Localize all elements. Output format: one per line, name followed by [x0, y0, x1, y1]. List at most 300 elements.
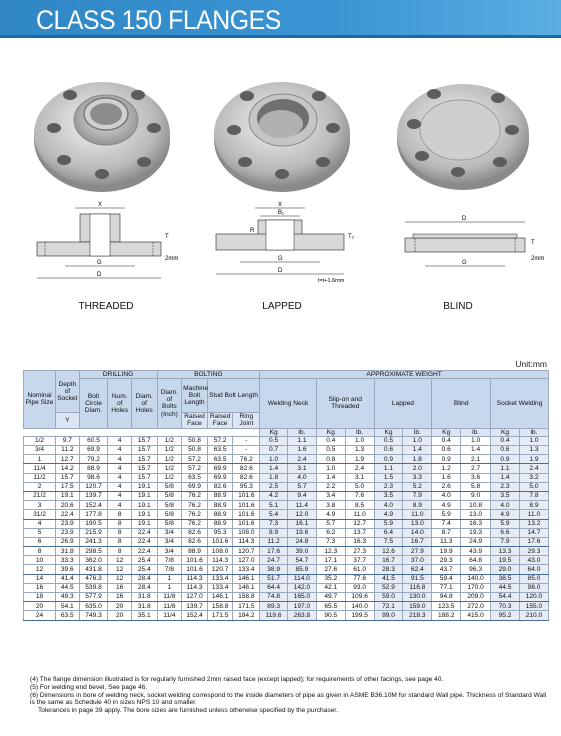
- table-row: [24, 593, 549, 602]
- table-cell: 101.6: [233, 491, 260, 500]
- table-cell: 0.6: [432, 446, 461, 455]
- table-cell: 11/4: [157, 611, 182, 620]
- table-cell: 24.9: [461, 537, 491, 546]
- table-cell: 19.1: [56, 491, 80, 500]
- table-cell: 8.9: [403, 501, 432, 510]
- table-cell: 1.4: [316, 473, 345, 482]
- table-cell: 431.8: [79, 565, 108, 574]
- table-cell: 63.5: [182, 473, 208, 482]
- table-cell: 18: [24, 593, 56, 602]
- table-cell: 9.4: [287, 491, 316, 500]
- unit-lb: lb.: [461, 428, 491, 436]
- table-cell: 44.5: [491, 583, 520, 592]
- table-cell: 133.4: [207, 583, 233, 592]
- table-cell: 7.3: [316, 537, 345, 546]
- table-cell: 146.1: [233, 574, 260, 583]
- table-cell: 11.0: [519, 510, 548, 519]
- table-cell: 114.3: [182, 583, 208, 592]
- table-cell: 119.6: [260, 611, 288, 620]
- table-cell: 3.4: [316, 491, 345, 500]
- table-cell: 114.3: [207, 556, 233, 565]
- table-cell: 15.7: [131, 464, 157, 473]
- table-cell: 3/4: [24, 446, 56, 455]
- table-cell: 139.7: [182, 602, 208, 611]
- table-cell: 77.6: [345, 574, 374, 583]
- table-cell: 14.0: [403, 528, 432, 537]
- table-cell: 88.9: [207, 519, 233, 528]
- table-cell: 3.1: [287, 464, 316, 473]
- table-cell: 5: [24, 528, 56, 537]
- table-cell: 4.0: [374, 501, 403, 510]
- table-cell: 0.6: [491, 446, 520, 455]
- table-cell: 171.5: [207, 611, 233, 620]
- table-cell: 4: [108, 464, 132, 473]
- table-cell: 165.0: [287, 593, 316, 602]
- table-cell: 16: [108, 593, 132, 602]
- table-cell: 3.5: [491, 491, 520, 500]
- threaded-flange-photo: [30, 68, 180, 198]
- table-cell: 12.6: [374, 547, 403, 556]
- unit-kg: Kg: [491, 428, 520, 436]
- footnote: Tolerances in page 39 apply. The bore sizes are furnished unless otherwise specified by the purchaser.: [38, 707, 338, 715]
- table-cell: 82.6: [233, 473, 260, 482]
- table-cell: 1.3: [519, 446, 548, 455]
- table-cell: 8.7: [432, 528, 461, 537]
- table-cell: 37.0: [403, 556, 432, 565]
- table-cell: 1.0: [260, 455, 288, 464]
- table-cell: 5.1: [260, 501, 288, 510]
- table-cell: 7.5: [374, 537, 403, 546]
- table-cell: 3.5: [374, 491, 403, 500]
- table-cell: 17.5: [56, 482, 80, 491]
- table-cell: 123.5: [432, 602, 461, 611]
- table-cell: 14.7: [519, 528, 548, 537]
- table-cell: 50.8: [182, 436, 208, 445]
- table-cell: 1.9: [519, 455, 548, 464]
- table-cell: 0.9: [432, 455, 461, 464]
- table-cell: 6: [24, 537, 56, 546]
- table-cell: 42.1: [316, 583, 345, 592]
- table-cell: 95.2: [491, 611, 520, 620]
- table-cell: 116.8: [403, 583, 432, 592]
- table-cell: 11/2: [24, 473, 56, 482]
- table-cell: 37.7: [345, 556, 374, 565]
- table-row: [24, 602, 549, 611]
- table-cell: 9.7: [56, 436, 80, 445]
- table-cell: 79.2: [79, 455, 108, 464]
- table-cell: 35.1: [131, 611, 157, 620]
- table-cell: 95.3: [207, 528, 233, 537]
- table-cell: 127.0: [233, 556, 260, 565]
- table-cell: 4.9: [316, 510, 345, 519]
- table-cell: 15.7: [131, 436, 157, 445]
- table-cell: 29.3: [519, 547, 548, 556]
- table-cell: 19.1: [131, 491, 157, 500]
- table-cell: 76.2: [182, 519, 208, 528]
- table-row: [24, 464, 549, 473]
- table-cell: 1.4: [461, 446, 491, 455]
- table-cell: 23.9: [56, 519, 80, 528]
- table-cell: 12: [108, 556, 132, 565]
- table-cell: 209.0: [461, 593, 491, 602]
- table-cell: 101.6: [233, 510, 260, 519]
- table-cell: 28.4: [131, 583, 157, 592]
- table-cell: 57.2: [182, 455, 208, 464]
- dim-g: G: [278, 256, 283, 262]
- table-cell: 1: [157, 583, 182, 592]
- table-cell: 4.9: [432, 501, 461, 510]
- table-cell: 5/8: [157, 482, 182, 491]
- table-cell: 263.8: [287, 611, 316, 620]
- table-cell: 4.9: [374, 510, 403, 519]
- table-cell: 210.0: [519, 611, 548, 620]
- col-diam-bolts: Diam. of Bolts (Inch): [157, 379, 182, 428]
- table-cell: 54.1: [56, 602, 80, 611]
- col-num-holes: Num. of Holes: [108, 379, 132, 428]
- table-cell: 171.5: [233, 602, 260, 611]
- table-cell: 155.0: [519, 602, 548, 611]
- table-cell: 69.9: [207, 464, 233, 473]
- dim-2mm: 2mm: [531, 256, 545, 262]
- table-cell: 98.0: [519, 583, 548, 592]
- unit-lb: lb.: [403, 428, 432, 436]
- table-cell: 24.8: [287, 537, 316, 546]
- table-row: [24, 583, 549, 592]
- table-cell: 88.9: [207, 501, 233, 510]
- table-cell: 41.4: [56, 574, 80, 583]
- table-cell: 11.0: [403, 510, 432, 519]
- table-cell: 11.3: [432, 537, 461, 546]
- table-cell: 272.0: [461, 602, 491, 611]
- table-cell: 0.6: [374, 446, 403, 455]
- table-cell: 88.9: [207, 510, 233, 519]
- table-cell: 5/8: [157, 519, 182, 528]
- table-cell: 4.9: [491, 510, 520, 519]
- table-cell: 3.2: [519, 473, 548, 482]
- table-cell: 29.0: [491, 565, 520, 574]
- table-cell: 52.9: [374, 583, 403, 592]
- table-cell: 8: [108, 519, 132, 528]
- col-bolting: BOLTING: [157, 371, 260, 379]
- table-cell: 20.6: [56, 501, 80, 510]
- table-cell: 1.5: [374, 473, 403, 482]
- table-cell: 27.6: [316, 565, 345, 574]
- table-cell: 2.7: [461, 464, 491, 473]
- dim-x: X: [98, 202, 103, 208]
- table-cell: 146.1: [233, 583, 260, 592]
- table-cell: 61.0: [345, 565, 374, 574]
- table-cell: 64.0: [519, 565, 548, 574]
- table-cell: 33.3: [56, 556, 80, 565]
- table-cell: 0.5: [316, 446, 345, 455]
- table-cell: 188.2: [432, 611, 461, 620]
- table-cell: 85.9: [287, 565, 316, 574]
- col-blind: Blind: [432, 379, 491, 428]
- table-cell: 17.6: [519, 537, 548, 546]
- table-cell: 158.8: [207, 602, 233, 611]
- table-cell: 4: [108, 491, 132, 500]
- table-cell: 57.2: [182, 464, 208, 473]
- table-row: [24, 528, 549, 537]
- table-cell: 476.3: [79, 574, 108, 583]
- table-cell: 0.5: [260, 436, 288, 445]
- col-depth-of-socket: Depth of Socket: [56, 371, 80, 413]
- footnote: (4) The flange dimension illustrated is for regularly furnished 2mm raised face (except lapped); for requirements of other facings, see page 40.: [30, 676, 444, 683]
- table-cell: -: [233, 446, 260, 455]
- table-row: [24, 436, 549, 445]
- table-cell: 1.1: [374, 464, 403, 473]
- table-cell: 0.4: [432, 436, 461, 445]
- table-cell: 5.7: [287, 482, 316, 491]
- table-cell: 8.9: [519, 501, 548, 510]
- table-cell: 4.0: [432, 491, 461, 500]
- lapped-label: LAPPED: [262, 301, 302, 312]
- col-ring-joint: Ring Joint: [233, 413, 260, 428]
- table-cell: 43.9: [461, 547, 491, 556]
- table-cell: 5.9: [374, 519, 403, 528]
- table-cell: 13.2: [519, 519, 548, 528]
- table-cell: 19.5: [491, 556, 520, 565]
- table-cell: 70.3: [491, 602, 520, 611]
- table-cell: 88.9: [79, 464, 108, 473]
- table-row: [24, 574, 549, 583]
- table-cell: 27.3: [345, 547, 374, 556]
- table-cell: 59.4: [432, 574, 461, 583]
- table-cell: 95.3: [233, 482, 260, 491]
- table-cell: 39.6: [56, 565, 80, 574]
- table-cell: 76.2: [182, 501, 208, 510]
- table-cell: 16: [108, 583, 132, 592]
- table-cell: 82.6: [182, 537, 208, 546]
- table-cell: 8: [108, 510, 132, 519]
- flange-dimension-table: [23, 370, 549, 621]
- table-row: [24, 556, 549, 565]
- table-cell: 69.9: [79, 446, 108, 455]
- table-cell: 120.7: [79, 482, 108, 491]
- table-cell: 11.0: [345, 510, 374, 519]
- table-cell: 82.6: [233, 464, 260, 473]
- table-cell: 14: [24, 574, 56, 583]
- col-approx-weight: APPROXIMATE WEIGHT: [260, 371, 549, 379]
- table-cell: 2.1: [461, 455, 491, 464]
- unit-lb: lb.: [287, 428, 316, 436]
- table-cell: 49.3: [56, 593, 80, 602]
- table-cell: 114.3: [182, 574, 208, 583]
- table-cell: 3/4: [157, 537, 182, 546]
- table-cell: 69.9: [182, 482, 208, 491]
- table-cell: 7.9: [491, 537, 520, 546]
- table-row: [24, 537, 549, 546]
- table-cell: 133.4: [233, 565, 260, 574]
- table-cell: 0.4: [491, 436, 520, 445]
- table-cell: 1.2: [432, 464, 461, 473]
- table-cell: 31.8: [131, 593, 157, 602]
- table-cell: 152.4: [182, 611, 208, 620]
- table-cell: 6.4: [374, 528, 403, 537]
- table-row: [24, 482, 549, 491]
- table-cell: 1.3: [345, 446, 374, 455]
- table-cell: 20: [108, 611, 132, 620]
- table-cell: 415.0: [461, 611, 491, 620]
- col-slip-on: Slip-on and Threaded: [316, 379, 374, 428]
- table-cell: 76.2: [182, 510, 208, 519]
- table-cell: 5.0: [345, 482, 374, 491]
- table-cell: 63.5: [207, 446, 233, 455]
- table-cell: 62.4: [403, 565, 432, 574]
- table-cell: 22.4: [131, 547, 157, 556]
- table-cell: 577.9: [79, 593, 108, 602]
- table-cell: 2.3: [491, 482, 520, 491]
- table-cell: 63.5: [207, 455, 233, 464]
- table-cell: 38.9: [260, 565, 288, 574]
- table-cell: 15.7: [131, 446, 157, 455]
- unit-kg: Kg: [316, 428, 345, 436]
- dim-t: T: [165, 234, 169, 240]
- table-cell: 8: [108, 547, 132, 556]
- dim-t: T: [531, 240, 535, 246]
- table-cell: 19.9: [432, 547, 461, 556]
- table-cell: 8.9: [260, 528, 288, 537]
- table-cell: 5.8: [461, 482, 491, 491]
- table-cell: 99.0: [374, 611, 403, 620]
- table-cell: 0.7: [260, 446, 288, 455]
- table-cell: 7.4: [432, 519, 461, 528]
- table-cell: 101.6: [182, 556, 208, 565]
- table-cell: 1.0: [519, 436, 548, 445]
- table-cell: 19.1: [131, 482, 157, 491]
- table-cell: 15.7: [131, 455, 157, 464]
- table-cell: 1/2: [157, 455, 182, 464]
- table-cell: 7.8: [519, 491, 548, 500]
- table-body: [24, 436, 549, 620]
- unit-kg: Kg: [260, 428, 288, 436]
- table-cell: 2.3: [374, 482, 403, 491]
- table-cell: 16.3: [345, 537, 374, 546]
- col-welding-neck: Welding Neck: [260, 379, 317, 428]
- table-cell: 539.8: [79, 583, 108, 592]
- table-row: [24, 519, 549, 528]
- table-cell: 4.0: [287, 473, 316, 482]
- table-cell: 120.7: [207, 565, 233, 574]
- table-cell: 2.2: [316, 482, 345, 491]
- table-cell: 3: [24, 501, 56, 510]
- table-cell: 72.1: [374, 602, 403, 611]
- table-cell: 362.0: [79, 556, 108, 565]
- table-cell: 31.8: [131, 602, 157, 611]
- table-cell: 43.7: [432, 565, 461, 574]
- table-cell: 11.4: [287, 501, 316, 510]
- table-cell: 12.0: [287, 510, 316, 519]
- table-cell: 44.5: [56, 583, 80, 592]
- table-cell: 60.5: [79, 436, 108, 445]
- table-cell: 41.5: [374, 574, 403, 583]
- col-raised-face-a: Raised Face: [182, 413, 208, 428]
- table-cell: 64.4: [260, 583, 288, 592]
- table-cell: 152.4: [79, 501, 108, 510]
- table-cell: 4: [24, 519, 56, 528]
- table-cell: 11.2: [260, 537, 288, 546]
- col-diam-holes: Diam. of Holes: [131, 379, 157, 428]
- col-lapped: Lapped: [374, 379, 432, 428]
- col-nominal-pipe-size: Nominal Pipe Size: [24, 371, 56, 429]
- page-title: CLASS 150 FLANGES: [36, 5, 281, 35]
- table-cell: 146.1: [207, 593, 233, 602]
- table-row: [24, 501, 549, 510]
- table-cell: 20: [24, 602, 56, 611]
- table-cell: 0.8: [316, 455, 345, 464]
- table-cell: 8: [24, 547, 56, 556]
- table-cell: 25.4: [131, 556, 157, 565]
- table-cell: 190.5: [79, 519, 108, 528]
- table-cell: 197.0: [287, 602, 316, 611]
- table-cell: 5.9: [432, 510, 461, 519]
- table-cell: 50.8: [182, 446, 208, 455]
- col-machine-bolt: Machine Bolt Length: [182, 379, 208, 413]
- table-row: [24, 446, 549, 455]
- table-cell: 7.9: [403, 491, 432, 500]
- table-cell: 0.9: [491, 455, 520, 464]
- table-cell: 1.9: [345, 455, 374, 464]
- table-cell: 12.7: [345, 519, 374, 528]
- table-cell: 5.4: [260, 510, 288, 519]
- table-cell: 10: [24, 556, 56, 565]
- table-cell: 11/4: [24, 464, 56, 473]
- table-cell: 8: [108, 528, 132, 537]
- table-cell: 91.5: [403, 574, 432, 583]
- table-cell: 1.1: [491, 464, 520, 473]
- table-cell: 109.6: [345, 593, 374, 602]
- table-cell: 1/2: [157, 473, 182, 482]
- table-cell: 140.0: [461, 574, 491, 583]
- table-cell: 24.7: [260, 556, 288, 565]
- table-cell: 11/8: [157, 593, 182, 602]
- table-cell: 241.3: [79, 537, 108, 546]
- table-cell: 1/2: [24, 436, 56, 445]
- table-cell: 5/8: [157, 501, 182, 510]
- table-cell: 12.7: [56, 455, 80, 464]
- table-cell: 28.3: [374, 565, 403, 574]
- table-cell: 59.0: [374, 593, 403, 602]
- table-cell: 16: [24, 583, 56, 592]
- table-cell: 4: [108, 501, 132, 510]
- table-row: [24, 473, 549, 482]
- table-cell: 17.6: [260, 547, 288, 556]
- table-cell: 39.0: [287, 547, 316, 556]
- table-cell: 2.4: [345, 464, 374, 473]
- table-cell: 1.6: [287, 446, 316, 455]
- dim-d: D: [278, 268, 283, 274]
- table-cell: 11/8: [157, 602, 182, 611]
- table-cell: 1/2: [157, 464, 182, 473]
- table-cell: 16.7: [374, 556, 403, 565]
- table-cell: 5.2: [403, 482, 432, 491]
- table-cell: 3/4: [157, 528, 182, 537]
- unit-lb: lb.: [519, 428, 548, 436]
- col-raised-face-b: Raised Face: [207, 413, 233, 428]
- table-cell: 127.0: [182, 593, 208, 602]
- table-cell: 749.3: [79, 611, 108, 620]
- table-cell: 139.7: [79, 491, 108, 500]
- table-cell: 22.4: [131, 528, 157, 537]
- table-cell: 16.3: [461, 519, 491, 528]
- table-cell: 1/2: [157, 446, 182, 455]
- table-cell: 8: [108, 537, 132, 546]
- table-cell: 4: [108, 455, 132, 464]
- dim-d: D: [97, 272, 102, 278]
- table-cell: 3.6: [461, 473, 491, 482]
- table-row: [24, 565, 549, 574]
- table-cell: 31/2: [24, 510, 56, 519]
